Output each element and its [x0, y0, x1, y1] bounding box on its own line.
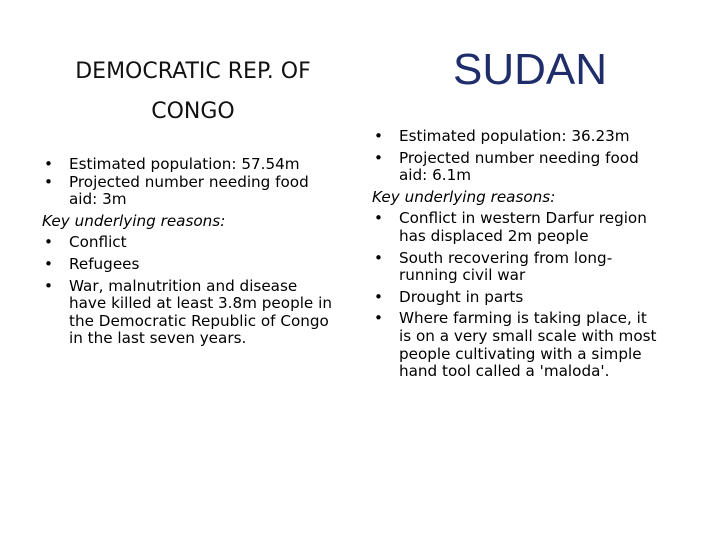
list-item: • Estimated population: 36.23m	[374, 127, 630, 145]
list-item: • Projected number needing food aid: 6.1m	[374, 148, 639, 185]
bullet-icon: •	[44, 254, 53, 273]
bullet-icon: •	[44, 155, 53, 173]
bullet-icon: •	[44, 276, 53, 295]
sudan-content	[372, 128, 682, 381]
list-item: • Conflict	[44, 233, 127, 252]
bullet-icon: •	[44, 233, 53, 252]
congo-title-line-1: DEMOCRATIC REP. OF	[75, 59, 311, 84]
list-item: • Conflict in western Darfur region has displaced 2m people	[374, 209, 647, 245]
congo-content	[42, 156, 362, 348]
list-item: • Estimated population: 57.54m	[44, 155, 300, 173]
sudan-reasons-header: Key underlying reasons:	[372, 187, 556, 206]
bullet-icon: •	[374, 287, 383, 306]
bullet-icon: •	[374, 248, 383, 267]
bullet-icon: •	[374, 209, 383, 228]
sudan-title: SUDAN	[452, 45, 608, 94]
list-item: • Projected number needing food aid: 3m	[44, 172, 309, 209]
list-item: • Where farming is taking place, it is on a very small scale with most people cultivating with a simple hand tool called a 'maloda'.	[374, 309, 657, 381]
list-item: • Refugees	[44, 254, 140, 273]
congo-reasons-header: Key underlying reasons:	[42, 211, 226, 230]
list-item: • War, malnutrition and disease have killed at least 3.8m people in the Democratic Republic of Congo in the last seven years.	[44, 276, 332, 348]
congo-title-line-2: CONGO	[151, 99, 235, 124]
bullet-icon: •	[374, 127, 383, 145]
list-item: • Drought in parts	[374, 287, 524, 306]
bullet-icon: •	[44, 172, 53, 191]
bullet-icon: •	[374, 309, 383, 328]
bullet-icon: •	[374, 148, 383, 167]
congo-title	[40, 52, 346, 132]
list-item: • South recovering from long- running civil war	[374, 248, 613, 285]
